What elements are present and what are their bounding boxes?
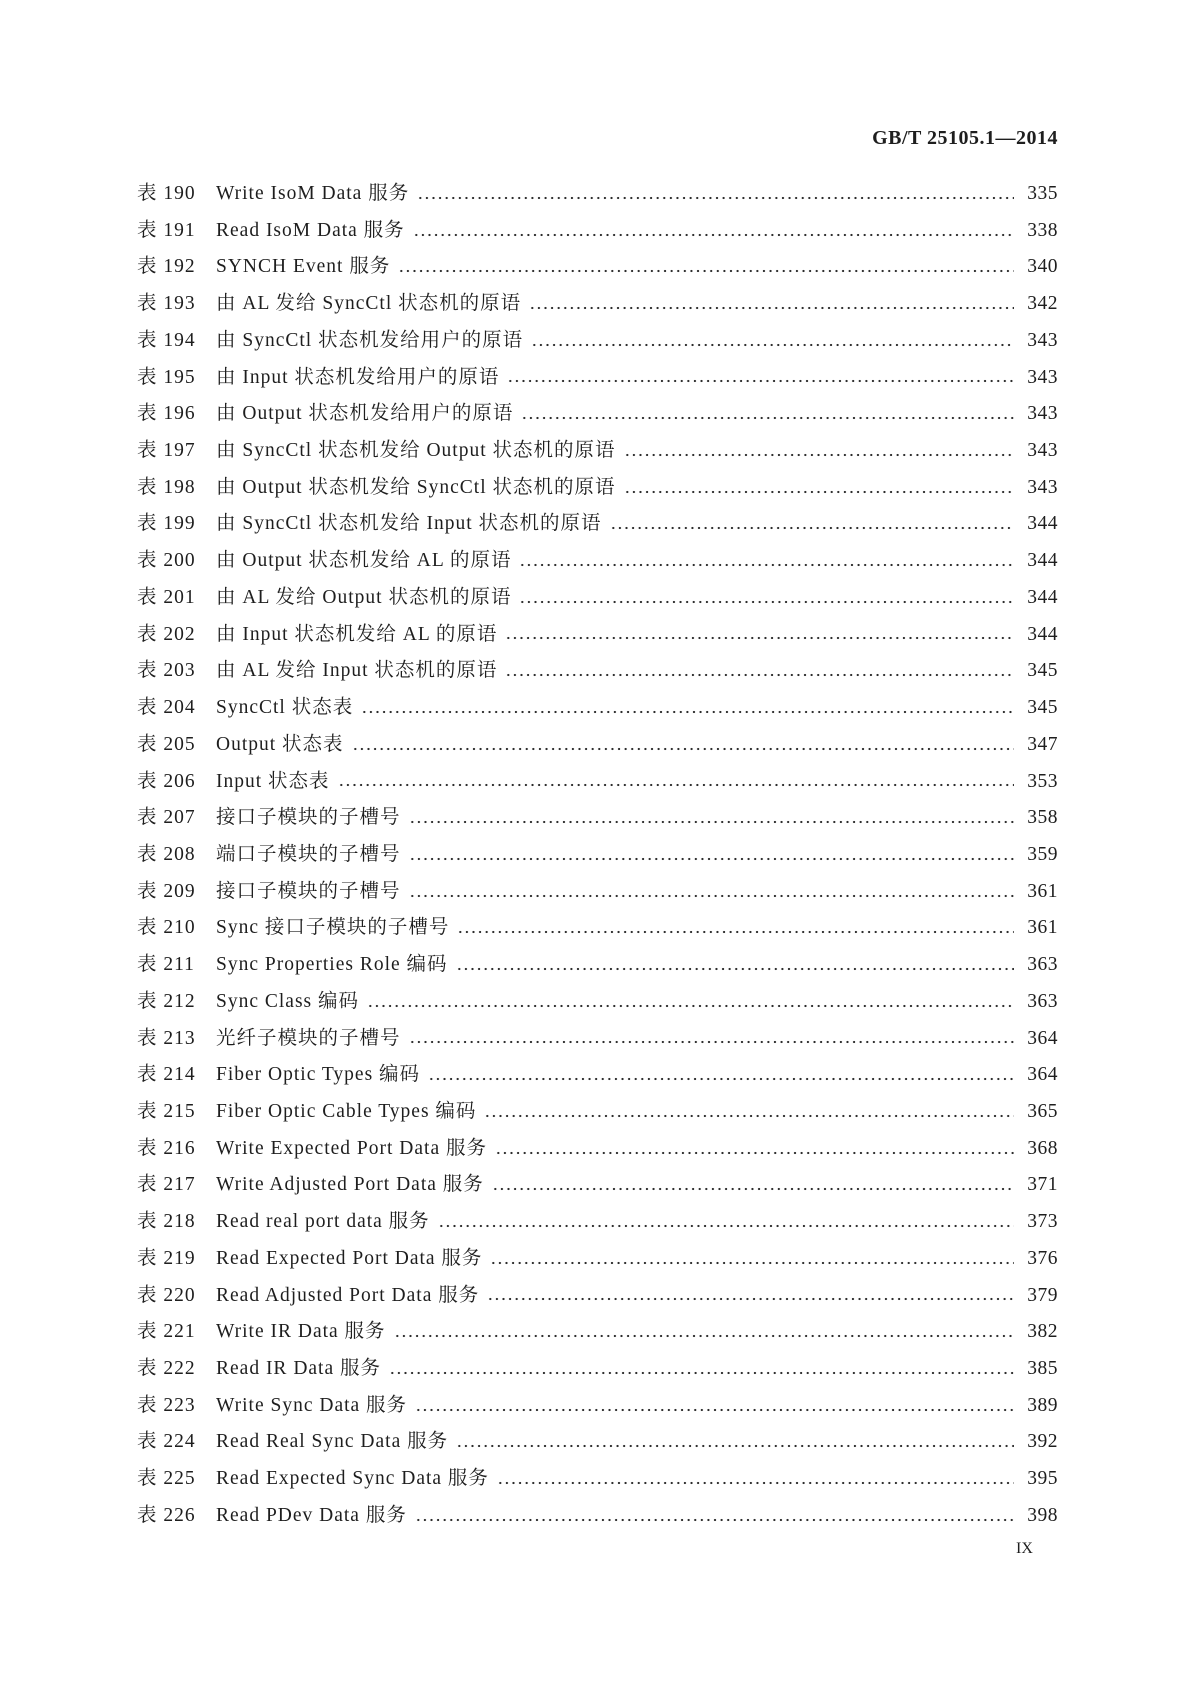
leader-dots xyxy=(352,735,1014,755)
entry-title: 光纤子模块的子槽号 xyxy=(216,1027,401,1049)
page-number: 373 xyxy=(1027,1211,1058,1233)
table-number: 表 217 xyxy=(137,1174,196,1196)
entry-title: Read real port data 服务 xyxy=(216,1211,430,1233)
page-number: 343 xyxy=(1027,366,1058,388)
page-footer xyxy=(1016,1538,1033,1560)
entry-title: 端口子模块的子槽号 xyxy=(216,843,401,865)
leader-dots xyxy=(409,809,1014,829)
table-number: 表 208 xyxy=(137,843,196,865)
page-number: 379 xyxy=(1027,1284,1058,1306)
standard-header xyxy=(872,124,1058,152)
table-number: 表 221 xyxy=(137,1321,196,1343)
toc-entry xyxy=(137,543,1058,580)
table-number: 表 199 xyxy=(137,513,196,535)
page-number: 342 xyxy=(1027,293,1058,315)
standard-id: GB/T 25105.1—2014 xyxy=(872,127,1058,149)
page-number: 343 xyxy=(1027,476,1058,498)
page-number: 345 xyxy=(1027,660,1058,682)
leader-dots xyxy=(624,441,1014,461)
toc-entry xyxy=(137,580,1058,617)
leader-dots xyxy=(389,1359,1014,1379)
entry-title: Input 状态表 xyxy=(216,770,330,792)
table-number: 表 211 xyxy=(137,954,195,976)
entry-title: 由 Output 状态机发给 SyncCtl 状态机的原语 xyxy=(216,476,616,498)
page-number: 344 xyxy=(1027,550,1058,572)
table-number: 表 223 xyxy=(137,1394,196,1416)
leader-dots xyxy=(610,515,1014,535)
toc-entry xyxy=(137,1021,1058,1058)
table-number: 表 197 xyxy=(137,440,196,462)
toc-entry xyxy=(137,176,1058,213)
leader-dots xyxy=(415,1396,1014,1416)
page-number: 361 xyxy=(1027,880,1058,902)
entry-title: Sync 接口子模块的子槽号 xyxy=(216,917,450,939)
toc-entry xyxy=(137,800,1058,837)
toc-entry xyxy=(137,1204,1058,1241)
leader-dots xyxy=(413,221,1014,241)
leader-dots xyxy=(394,1323,1014,1343)
leader-dots xyxy=(438,1212,1014,1232)
entry-title: SyncCtl 状态表 xyxy=(216,697,354,719)
entry-title: Write Adjusted Port Data 服务 xyxy=(216,1174,484,1196)
entry-title: Write IsoM Data 服务 xyxy=(216,183,410,204)
page-number-roman: IX xyxy=(1016,1540,1033,1557)
table-number: 表 202 xyxy=(137,623,196,645)
table-number: 表 190 xyxy=(137,183,196,204)
toc-entry xyxy=(137,727,1058,764)
table-number: 表 204 xyxy=(137,697,196,719)
table-number: 表 192 xyxy=(137,256,196,278)
table-number: 表 224 xyxy=(137,1431,196,1453)
table-number: 表 218 xyxy=(137,1211,196,1233)
table-number: 表 220 xyxy=(137,1284,196,1306)
entry-title: 接口子模块的子槽号 xyxy=(216,880,401,902)
toc-entry xyxy=(137,1424,1058,1461)
toc-entry xyxy=(137,984,1058,1021)
toc-entry xyxy=(137,653,1058,690)
leader-dots xyxy=(409,1029,1014,1049)
table-number: 表 191 xyxy=(137,219,196,241)
page-number: 358 xyxy=(1027,807,1058,829)
entry-title: Write Expected Port Data 服务 xyxy=(216,1137,487,1159)
entry-title: Write Sync Data 服务 xyxy=(216,1394,408,1416)
page-number: 364 xyxy=(1027,1027,1058,1049)
toc-entry xyxy=(137,1167,1058,1204)
entry-title: 接口子模块的子槽号 xyxy=(216,807,401,829)
entry-title: 由 AL 发给 SyncCtl 状态机的原语 xyxy=(216,293,522,315)
leader-dots xyxy=(415,1506,1014,1526)
entry-title: Read Expected Sync Data 服务 xyxy=(216,1468,489,1490)
entry-title: 由 SyncCtl 状态机发给 Input 状态机的原语 xyxy=(216,513,602,535)
entry-title: Sync Properties Role 编码 xyxy=(216,954,448,976)
toc-entry xyxy=(137,1498,1058,1535)
leader-dots xyxy=(457,919,1014,939)
entry-title: 由 AL 发给 Output 状态机的原语 xyxy=(216,586,512,608)
table-number: 表 205 xyxy=(137,733,196,755)
leader-dots xyxy=(409,845,1014,865)
page-number: 361 xyxy=(1027,917,1058,939)
page-number: 363 xyxy=(1027,954,1058,976)
entry-title: 由 SyncCtl 状态机发给 Output 状态机的原语 xyxy=(216,440,616,462)
entry-title: 由 SyncCtl 状态机发给用户的原语 xyxy=(216,329,524,351)
entry-title: 由 Output 状态机发给 AL 的原语 xyxy=(216,550,512,572)
leader-dots xyxy=(521,405,1014,425)
toc-entry xyxy=(137,433,1058,470)
toc-entry xyxy=(137,690,1058,727)
page-number: 398 xyxy=(1027,1504,1058,1526)
table-number: 表 212 xyxy=(137,990,196,1012)
leader-dots xyxy=(428,1066,1014,1086)
leader-dots xyxy=(398,258,1014,278)
toc-entry xyxy=(137,396,1058,433)
leader-dots xyxy=(490,1249,1014,1269)
entry-title: Sync Class 编码 xyxy=(216,990,360,1012)
page-number: 385 xyxy=(1027,1358,1058,1379)
leader-dots xyxy=(417,184,1014,204)
leader-dots xyxy=(409,882,1014,902)
entry-title: 由 AL 发给 Input 状态机的原语 xyxy=(216,660,498,682)
table-number: 表 206 xyxy=(137,770,196,792)
entry-title: 由 Input 状态机发给 AL 的原语 xyxy=(216,623,498,645)
leader-dots xyxy=(492,1176,1014,1196)
table-number: 表 219 xyxy=(137,1247,196,1269)
toc-entry xyxy=(137,947,1058,984)
table-number: 表 194 xyxy=(137,329,196,351)
page-number: 343 xyxy=(1027,403,1058,425)
entry-title: Read Expected Port Data 服务 xyxy=(216,1247,483,1269)
entry-title: Read Adjusted Port Data 服务 xyxy=(216,1284,480,1306)
page-number: 368 xyxy=(1027,1137,1058,1159)
page-number: 340 xyxy=(1027,256,1058,278)
leader-dots xyxy=(495,1139,1014,1159)
table-number: 表 210 xyxy=(137,917,196,939)
leader-dots xyxy=(505,662,1014,682)
toc-entry xyxy=(137,1351,1058,1388)
page-number: 347 xyxy=(1027,733,1058,755)
entry-title: 由 Input 状态机发给用户的原语 xyxy=(216,366,500,388)
leader-dots xyxy=(361,698,1014,718)
page-number: 343 xyxy=(1027,329,1058,351)
entry-title: Read IsoM Data 服务 xyxy=(216,219,405,241)
page-number: 335 xyxy=(1027,183,1058,204)
page-number: 353 xyxy=(1027,770,1058,792)
table-of-contents-list xyxy=(137,176,1058,1535)
table-number: 表 198 xyxy=(137,476,196,498)
toc-entry xyxy=(137,1278,1058,1315)
page-number: 376 xyxy=(1027,1247,1058,1269)
toc-entry xyxy=(137,1131,1058,1168)
page-number: 345 xyxy=(1027,697,1058,719)
page-number: 364 xyxy=(1027,1064,1058,1086)
entry-title: Output 状态表 xyxy=(216,733,344,755)
toc-entry xyxy=(137,1388,1058,1425)
table-number: 表 213 xyxy=(137,1027,196,1049)
table-number: 表 195 xyxy=(137,366,196,388)
entry-title: Read IR Data 服务 xyxy=(216,1358,382,1379)
toc-entry xyxy=(137,1094,1058,1131)
leader-dots xyxy=(505,625,1014,645)
page-number: 365 xyxy=(1027,1100,1058,1122)
entry-title: Write IR Data 服务 xyxy=(216,1321,386,1343)
toc-entry xyxy=(137,1461,1058,1498)
entry-title: SYNCH Event 服务 xyxy=(216,256,391,278)
table-number: 表 225 xyxy=(137,1468,196,1490)
leader-dots xyxy=(507,368,1014,388)
toc-entry xyxy=(137,470,1058,507)
table-number: 表 196 xyxy=(137,403,196,425)
leader-dots xyxy=(456,1433,1014,1453)
entry-title: Fiber Optic Cable Types 编码 xyxy=(216,1100,477,1122)
leader-dots xyxy=(484,1102,1014,1122)
toc-entry xyxy=(137,249,1058,286)
toc-entry xyxy=(137,506,1058,543)
page-number: 344 xyxy=(1027,513,1058,535)
toc-entry xyxy=(137,837,1058,874)
toc-entry xyxy=(137,286,1058,323)
toc-entry xyxy=(137,910,1058,947)
toc-entry xyxy=(137,1057,1058,1094)
page-number: 343 xyxy=(1027,440,1058,462)
leader-dots xyxy=(529,295,1014,315)
table-number: 表 200 xyxy=(137,550,196,572)
table-number: 表 222 xyxy=(137,1358,196,1379)
table-number: 表 216 xyxy=(137,1137,196,1159)
leader-dots xyxy=(487,1286,1014,1306)
leader-dots xyxy=(497,1470,1014,1490)
table-number: 表 215 xyxy=(137,1100,196,1122)
entry-title: Read Real Sync Data 服务 xyxy=(216,1431,449,1453)
toc-entry xyxy=(137,360,1058,397)
toc-entry xyxy=(137,617,1058,654)
entry-title: 由 Output 状态机发给用户的原语 xyxy=(216,403,514,425)
page-number: 389 xyxy=(1027,1394,1058,1416)
table-number: 表 226 xyxy=(137,1504,196,1526)
toc-entry xyxy=(137,874,1058,911)
leader-dots xyxy=(531,331,1014,351)
leader-dots xyxy=(519,588,1014,608)
leader-dots xyxy=(519,552,1014,572)
leader-dots xyxy=(456,955,1014,975)
table-number: 表 209 xyxy=(137,880,196,902)
page-number: 382 xyxy=(1027,1321,1058,1343)
entry-title: Read PDev Data 服务 xyxy=(216,1504,407,1526)
page-number: 363 xyxy=(1027,990,1058,1012)
leader-dots xyxy=(624,478,1014,498)
page-number: 344 xyxy=(1027,586,1058,608)
table-number: 表 207 xyxy=(137,807,196,829)
leader-dots xyxy=(338,772,1014,792)
toc-entry xyxy=(137,1314,1058,1351)
page-number: 392 xyxy=(1027,1431,1058,1453)
entry-title: Fiber Optic Types 编码 xyxy=(216,1064,421,1086)
leader-dots xyxy=(367,992,1014,1012)
page-number: 371 xyxy=(1027,1174,1058,1196)
table-number: 表 203 xyxy=(137,660,196,682)
toc-entry xyxy=(137,213,1058,250)
toc-entry xyxy=(137,1241,1058,1278)
page-number: 359 xyxy=(1027,843,1058,865)
page-number: 395 xyxy=(1027,1468,1058,1490)
table-number: 表 214 xyxy=(137,1064,196,1086)
toc-entry xyxy=(137,323,1058,360)
toc-entry xyxy=(137,764,1058,801)
page-number: 344 xyxy=(1027,623,1058,645)
page-number: 338 xyxy=(1027,219,1058,241)
table-number: 表 201 xyxy=(137,586,196,608)
table-number: 表 193 xyxy=(137,293,196,315)
